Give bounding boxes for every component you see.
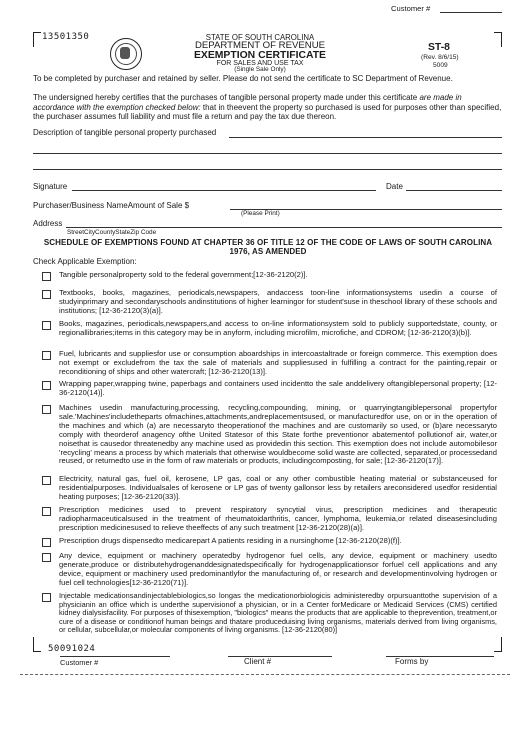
address-sub-labels: StreetCityCountyStateZip Code: [67, 229, 157, 236]
date-input-line[interactable]: [406, 190, 502, 191]
exemption-checkbox-2[interactable]: [42, 290, 51, 299]
description-input-line-3[interactable]: [33, 169, 502, 170]
address-label: Address: [33, 219, 63, 228]
form-revision: (Rev. 8/6/15): [421, 54, 459, 61]
top-customer-line: [440, 12, 502, 13]
address-input-line[interactable]: [66, 227, 502, 228]
signature-input-line[interactable]: [72, 190, 376, 191]
exemption-checkbox-6[interactable]: [42, 405, 51, 414]
exemption-text-10: Any device, equipment or machinery operatedby hydrogenor fuel cells, any device, equipment or machinery usedto generate,produce or distributehydrogenanddesignatedspecifically for hydrogenapplicationsor forfuel cell applications and any device, equipment or machinery used predominantlyfor the manufacturing of, or research and developmentinvolving hydrogen or fuel cell technologies[12-36-2120(71)].: [59, 551, 497, 587]
bottom-customer-label: Customer #: [60, 658, 99, 667]
exemption-text-1: Tangible personalproperty sold to the federal government;[12-36-2120(2)].: [59, 270, 308, 279]
exemption-checkbox-10[interactable]: [42, 553, 51, 562]
exemption-text-7: Electricity, natural gas, fuel oil, kerosene, LP gas, coal or any other combustible heating material or substanceused for residentialpurposes. Individualsales of kerosene or LP gas of twenty gallonsor less by retailers areconsidered usedfor residential heating purposes; [12-36-2120(33)].: [59, 474, 497, 501]
exemption-checkbox-1[interactable]: [42, 272, 51, 281]
exemption-text-3: Books, magazines, periodicals,newspapers,and access to on-line informationsystem sold to publicly supportedstate, county, or regionallibraries;items in this category may be in anyform, including microfilm, microfiche, and CDROM; [12-36-2120(3)(b)].: [59, 319, 497, 337]
date-label: Date: [386, 182, 403, 191]
certification-text: The undersigned hereby certifies that the purchases of tangible personal property made under this certificate are made in accordance with the exemption checked below: that in theevent the property so purchased is used for purposes other than specified, the purchaser assumes full liability and must file a return and pay the tax due thereon.: [33, 93, 502, 121]
corner-mark-top-right: [494, 32, 502, 47]
bottom-client-label: Client #: [244, 657, 272, 666]
bottom-forms-label: Forms by: [395, 657, 429, 666]
corner-mark-top-left: [33, 32, 41, 47]
exemption-checkbox-11[interactable]: [42, 593, 51, 602]
form-number-stamp: 13501350: [42, 32, 90, 42]
form-code: 5009: [433, 62, 448, 69]
exemption-text-11: Injectable medicationsandinjectablebiologics,so longas the medicationorbiologicis administeredby orpursuanttothe supervision of a physicianin an office which is underthe supervisionof a physician, or in a Center forMedicare or Medicaid Services (CMS) certified kidney dialysisfacility. For purposes of thisexemption, "biologics" means the products that are applicable to theprevention, treatment,or cure of a disease or conditionof human beings and thatare produceduising living organisms, materials derived from living organisms, or cellular, subcellular,or molecular components of living organisms. [12-36-2120(80)]: [59, 591, 497, 635]
exemption-checkbox-8[interactable]: [42, 507, 51, 516]
form-title: EXEMPTION CERTIFICATE: [193, 50, 326, 61]
description-input-line-2[interactable]: [33, 153, 502, 154]
schedule-heading: SCHEDULE OF EXEMPTIONS FOUND AT CHAPTER 36 OF TITLE 12 OF THE CODE OF LAWS OF SOUTH CAROLINA 1976, AS AMENDED: [43, 238, 493, 257]
purchaser-label: Purchaser/Business NameAmount of Sale $: [33, 201, 190, 210]
bottom-stamp: 50091024: [48, 644, 96, 654]
description-input-line-1[interactable]: [229, 137, 502, 138]
exemption-checkbox-4[interactable]: [42, 351, 51, 360]
tear-line: [20, 674, 510, 675]
exemption-text-4: Fuel, lubricants and suppliesfor use or consumption aboardships in intercoastaltrade or foreign commerce. This exemption does not exempt or excludefrom the tax the sale of materials and suppliesused in fulfilling a contract for the painting,repair or reconditioning of ships and other watercraft; [12-36-2120(13)].: [59, 349, 497, 376]
exemption-text-9: Prescription drugs dispensedto medicarepart A patients residing in a nursinghome [12-36-2120(28)(f)].: [59, 536, 402, 545]
state-seal: [110, 38, 142, 70]
corner-mark-bottom-left: [33, 637, 41, 652]
signature-label: Signature: [33, 182, 68, 191]
exemption-text-8: Prescription medicines used to prevent respiratory syncytial virus, prescription medicines and therapeutic radiopharmaceuticalsused in the treatment of rheumatoidarthritis, cancer, lymphoma, leukemia,or related diseasesincluding prescription medicinesused to relieve theeffects of any such treatment [12-36-2120(28)(a)].: [59, 505, 497, 532]
top-customer-label: Customer #: [391, 4, 431, 13]
form-subtitle: FOR SALES AND USE TAX: [216, 60, 304, 67]
exemption-text-2: Textbooks, books, magazines, periodicals,newspapers, andaccess toon-line informationsystems usedin a course of studyinprimary and secondaryschools andinstitutions of higher learningor for student'suse in theschool library of these schools and institutions; [12-36-2120(3)(a)].: [59, 288, 497, 315]
single-sale-note: (Single Sale Only): [234, 66, 286, 73]
exemption-checkbox-9[interactable]: [42, 538, 51, 547]
please-print-note: (Please Print): [241, 210, 280, 217]
instructions-text: To be completed by purchaser and retained by seller. Please do not send the certificate to SC Department of Revenue.: [33, 74, 453, 83]
corner-mark-bottom-right: [494, 637, 502, 652]
exemption-checkbox-7[interactable]: [42, 476, 51, 485]
exemption-text-6: Machines usedin manufacturing,processing, recycling,compounding, mining, or quarryingtangiblepersonal propertyfor sale.'Machines'includetheparts ofmachines,attachments,andreplacementsused, or manufacturedfor use, on or in the operation of the machines and which (a) are necessaryto theoperationof the machines and are customarily so used, or (b)are necessaryto comply with theorderof anagency ofthe United Statesor of this State forthe preventionor abatementof pollutionof air, water,or noisethat is causedor threatenedby any machine used as providedin this section. This exemption does not include automobilesor 'recycling' means a process by which materials that otherwise wouldbecome solid waste are collected, separated,or processedand reused, or returnedto use in the form of raw materials or products, includingcomposting, for sale; [12-36-2120(17)].: [59, 403, 497, 466]
exemption-checkbox-3[interactable]: [42, 321, 51, 330]
exemption-text-5: Wrapping paper,wrapping twine, paperbags and containers used incidentto the sale anddelivery oftangiblepersonal property; [12-36-2120(14)].: [59, 379, 497, 397]
department-name: DEPARTMENT OF REVENUE: [194, 40, 326, 51]
exemption-checkbox-5[interactable]: [42, 381, 51, 390]
check-applicable-label: Check Applicable Exemption:: [33, 257, 137, 266]
bottom-customer-line[interactable]: [60, 656, 170, 657]
form-id: ST-8: [428, 42, 450, 53]
description-label: Description of tangible personal property purchased: [33, 128, 217, 137]
state-name: STATE OF SOUTH CAROLINA: [205, 33, 315, 42]
